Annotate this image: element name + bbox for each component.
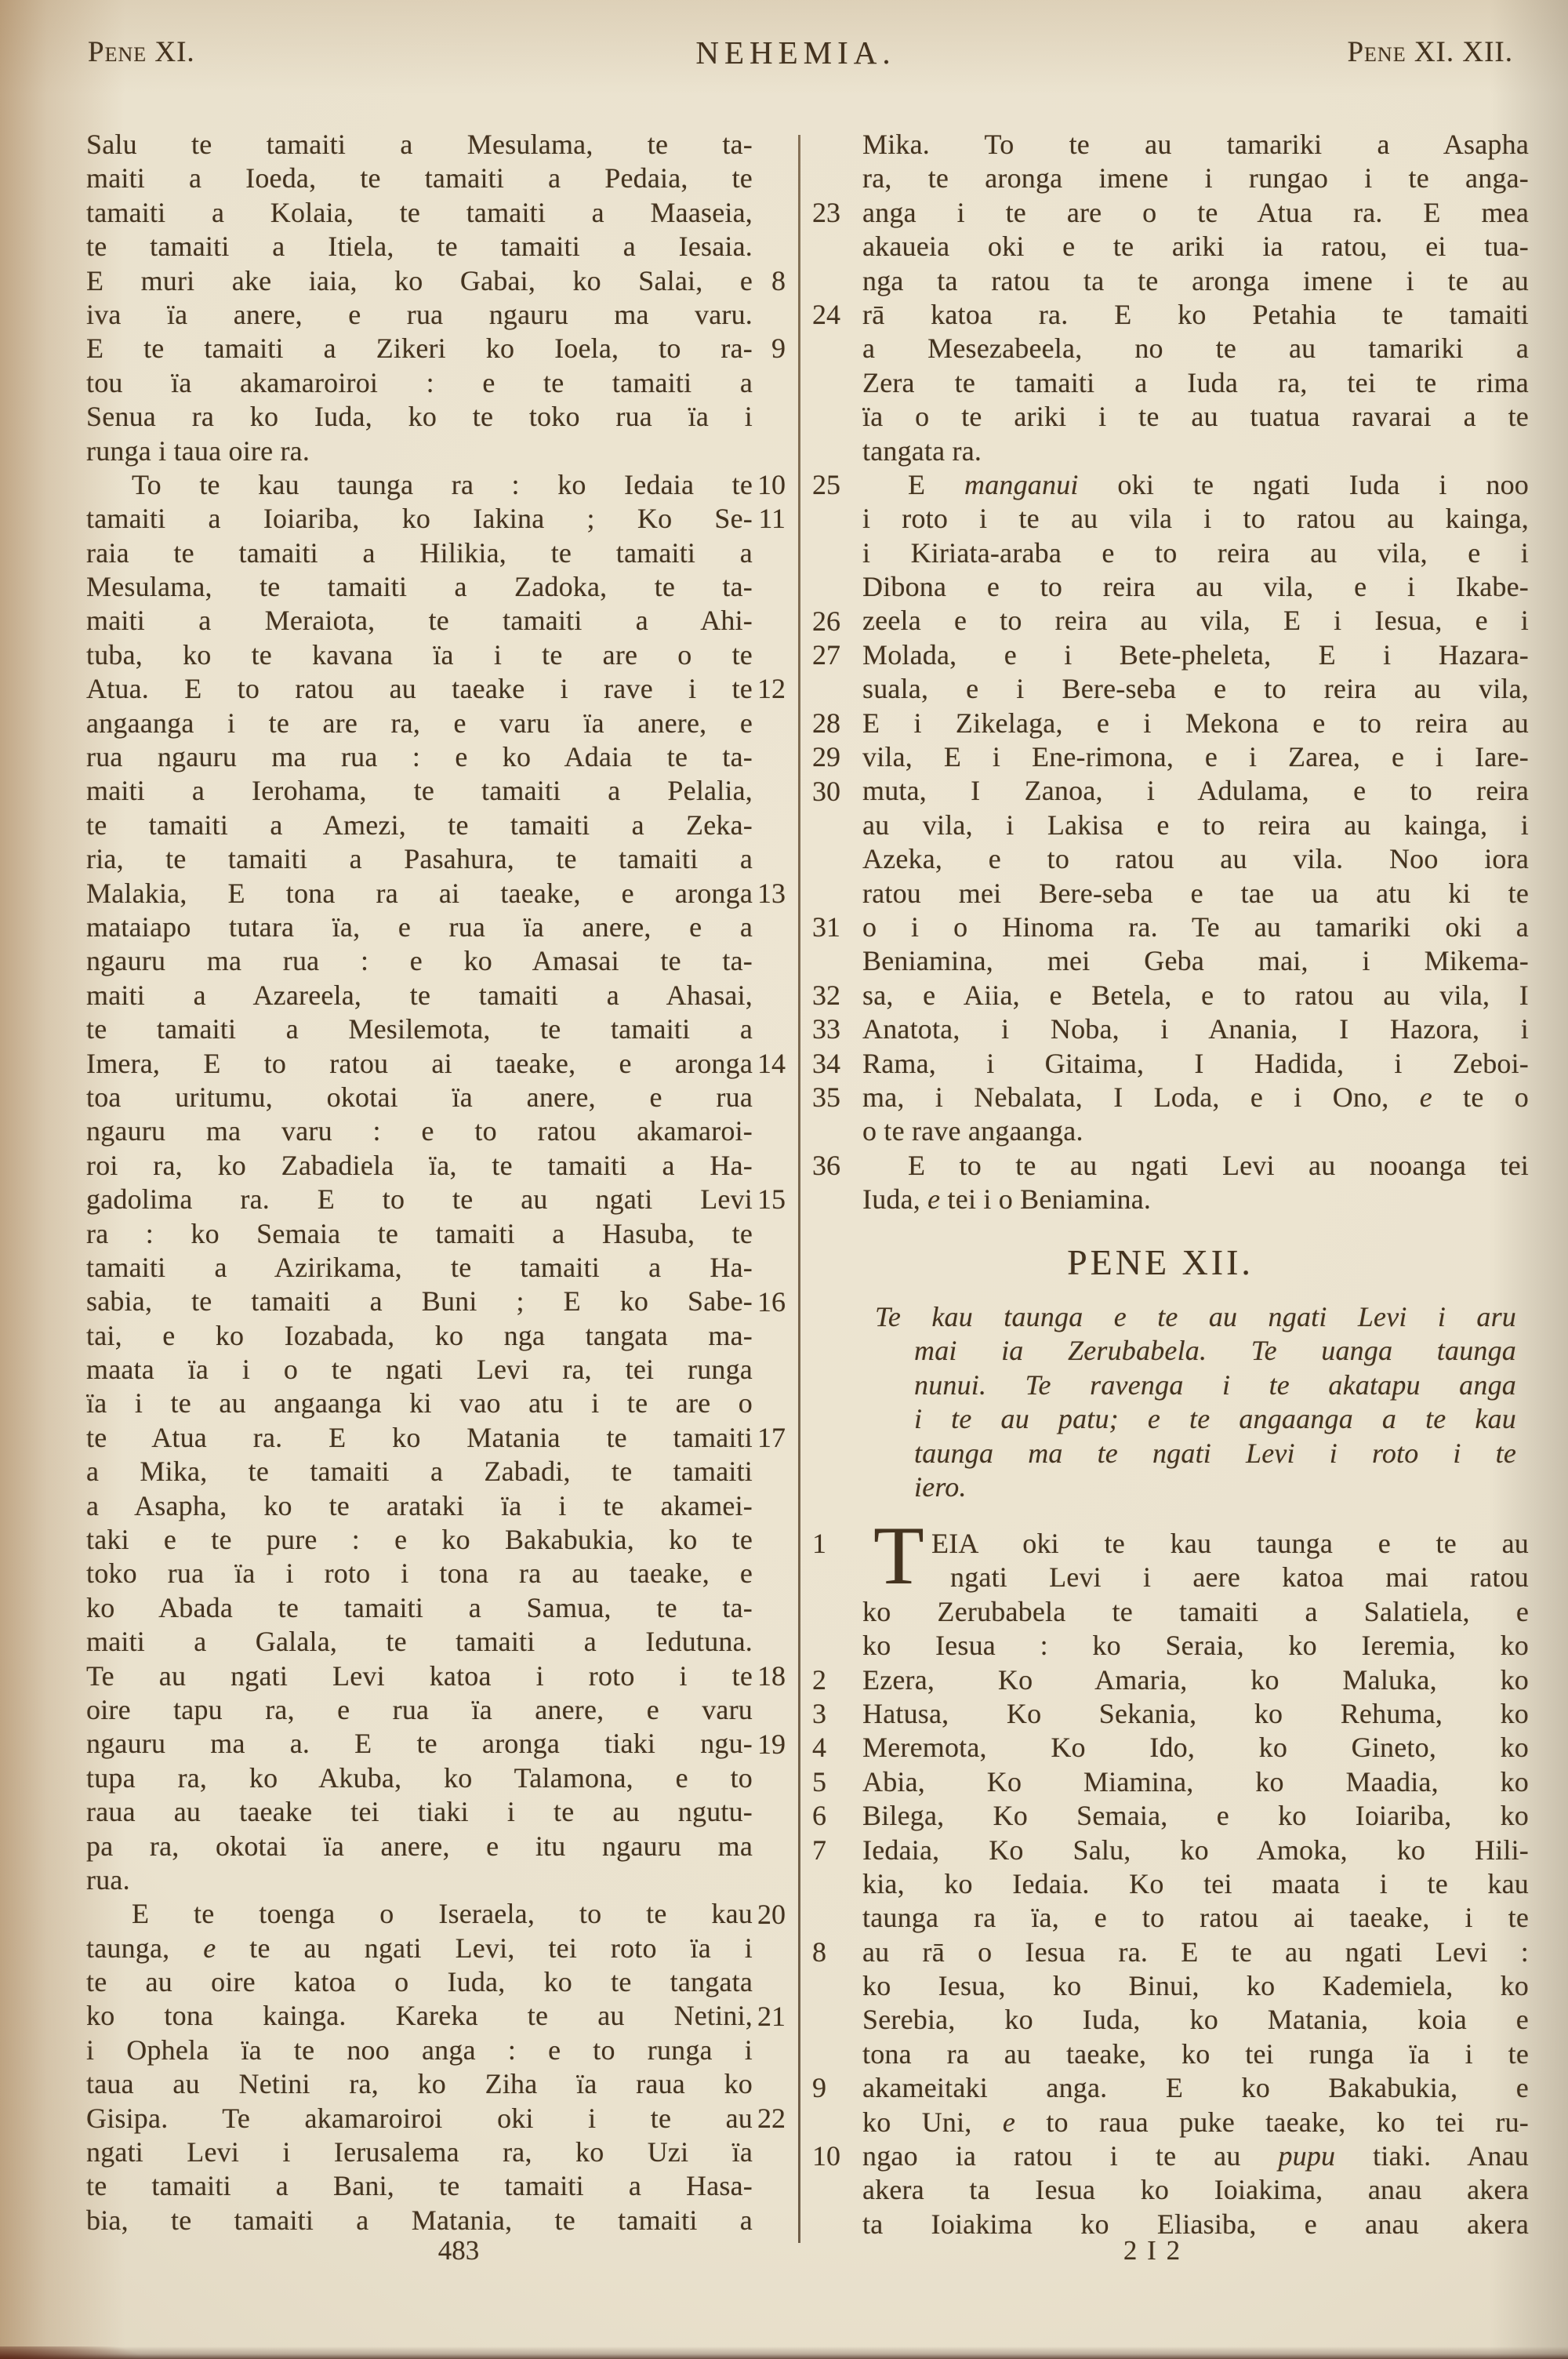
text-line: ratou mei Bere-seba e tae ua atu ki te xyxy=(862,877,1529,909)
verse-number: 9 xyxy=(771,333,786,365)
text-line: au vila, i Lakisa e to reira au kainga, i xyxy=(862,809,1529,841)
text-line: taua au Netini ra, ko Ziha ïa raua ko xyxy=(86,2068,753,2100)
text-line: iva ïa anere, e rua ngauru ma varu. xyxy=(86,298,753,330)
verse-number: 15 xyxy=(757,1183,786,1216)
text-line: a Mika, te tamaiti a Zabadi, te tamaiti xyxy=(86,1456,753,1488)
text-line: ra, te aronga imene i rungao i te anga- xyxy=(862,162,1529,194)
text-line: Anatota, i Noba, i Anania, I Hazora, i xyxy=(862,1013,1529,1045)
verse-number: 19 xyxy=(757,1728,786,1760)
text-line: taunga ma te ngati Levi i roto i te xyxy=(914,1437,1516,1469)
text-line: Dibona e to reira au vila, e i Ikabe- xyxy=(862,571,1529,603)
text-line: a Asapha, ko te arataki ïa i te akamei- xyxy=(86,1489,753,1521)
page-number: 483 xyxy=(437,2235,480,2266)
text-line: tamaiti a Ioiariba, ko Iakina ; Ko Se- xyxy=(86,503,753,535)
text-line: tamaiti a Azirikama, te tamaiti a Ha- xyxy=(86,1251,753,1283)
text-line: i Ophela ïa te noo anga : e to runga i xyxy=(86,2034,753,2066)
text-line: muta, I Zanoa, i Adulama, e to reira xyxy=(862,775,1529,807)
text-line: rā katoa ra. E ko Petahia te tamaiti xyxy=(862,298,1529,330)
verse-number: 8 xyxy=(771,264,786,296)
text-line: Mesulama, te tamaiti a Zadoka, te ta- xyxy=(86,571,753,603)
text-line: ko Iesua, ko Binui, ko Kademiela, ko xyxy=(862,1970,1529,2002)
chapter-summary-intro xyxy=(875,1300,1516,1504)
text-line: ta Ioiakima ko Eliasiba, e anau akera xyxy=(862,2208,1529,2240)
text-line: taunga ra ïa, e to ratou ai taeake, i te xyxy=(862,1902,1529,1934)
text-line: ïa o te ariki i te au tuatua ravarai a te xyxy=(862,401,1529,433)
verse-number: 34 xyxy=(812,1047,840,1079)
verse-number: 32 xyxy=(812,980,840,1011)
text-line: Molada, e i Bete-pheleta, E i Hazara- xyxy=(862,638,1529,671)
verse-number: 24 xyxy=(812,299,840,330)
verse-number: 18 xyxy=(757,1660,786,1692)
text-line: maata ïa i o te ngati Levi ra, tei runga xyxy=(86,1354,753,1386)
text-line: E te toenga o Iseraela, to te kau xyxy=(132,1898,753,1930)
text-line: runga i taua oire ra. xyxy=(86,434,310,467)
verse-number: 7 xyxy=(812,1834,826,1866)
text-line: rua. xyxy=(86,1863,130,1896)
text-line: E muri ake iaia, ko Gabai, ko Salai, e xyxy=(86,264,753,296)
text-line: pa ra, okotai ïa anere, e itu ngauru ma xyxy=(86,1830,753,1862)
text-line: Iedaia, Ko Salu, ko Amoka, ko Hili- xyxy=(862,1834,1529,1866)
verse-number: 13 xyxy=(757,877,786,909)
verse-number: 35 xyxy=(812,1081,840,1114)
text-line: roi ra, ko Zabadiela ïa, te tamaiti a Ha- xyxy=(86,1149,753,1181)
text-line: au rā o Iesua ra. E te au ngati Levi : xyxy=(862,1936,1529,1968)
text-line: bia, te tamaiti a Matania, te tamaiti a xyxy=(86,2204,753,2236)
text-line: a Mesezabeela, no te au tamariki a xyxy=(862,333,1529,365)
text-line: akera ta Iesua ko Ioiakima, anau akera xyxy=(862,2174,1529,2206)
text-line: te au oire katoa o Iuda, ko te tangata xyxy=(86,1966,753,1998)
text-line: anga i te are o te Atua ra. E mea xyxy=(862,196,1529,228)
verse-number: 9 xyxy=(812,2072,826,2104)
text-line: gadolima ra. E to te au ngati Levi xyxy=(86,1183,753,1216)
text-line: maiti a Ioeda, te tamaiti a Pedaia, te xyxy=(86,162,753,194)
column-divider-rule xyxy=(798,135,800,2243)
running-head-right: Pene XI. XII. xyxy=(1347,36,1513,68)
text-line: Iuda, e tei i o Beniamina. xyxy=(862,1183,1152,1216)
text-line: rua ngauru ma rua : e ko Adaia te ta- xyxy=(86,741,753,773)
verse-number: 30 xyxy=(812,775,840,807)
text-line: ra : ko Semaia te tamaiti a Hasuba, te xyxy=(86,1217,753,1249)
verse-number: 26 xyxy=(812,605,840,637)
verse-number: 22 xyxy=(757,2103,786,2135)
text-line: te tamaiti a Amezi, te tamaiti a Zeka- xyxy=(86,809,753,841)
text-line: ngati Levi i aere katoa mai ratou xyxy=(950,1561,1529,1594)
text-line: E manganui oki te ngati Iuda i noo xyxy=(908,468,1529,500)
running-head-left: Pene XI. xyxy=(88,36,195,68)
text-line: ko Abada te tamaiti a Samua, te ta- xyxy=(86,1591,753,1623)
text-line: maiti a Galala, te tamaiti a Iedutuna. xyxy=(86,1626,753,1658)
text-line: ko tona kainga. Kareka te au Netini, xyxy=(86,2000,753,2032)
verse-number: 8 xyxy=(812,1936,826,1968)
text-line: Imera, E to ratou ai taeake, e aronga xyxy=(86,1047,753,1079)
text-line: ngao ia ratou i te au pupu tiaki. Anau xyxy=(862,2140,1530,2172)
text-line: tangata ra. xyxy=(862,434,982,467)
text-line: Meremota, Ko Ido, ko Gineto, ko xyxy=(862,1732,1529,1764)
verse-number: 29 xyxy=(812,741,840,773)
text-line: i te au patu; e te angaanga a te kau xyxy=(914,1403,1516,1435)
verse-number: 20 xyxy=(757,1898,786,1930)
text-line: tona ra au taeake, ko tei runga ïa i te xyxy=(862,2037,1529,2070)
printer-signature: 2 I 2 xyxy=(1123,2235,1182,2266)
text-line: Te kau taunga e te au ngati Levi i aru xyxy=(875,1301,1516,1332)
text-line: tai, e ko Iozabada, ko nga tangata ma- xyxy=(86,1319,753,1351)
text-line: toko rua ïa i roto i tona ra au taeake, e xyxy=(86,1558,753,1590)
text-line: Abia, Ko Miamina, ko Maadia, ko xyxy=(862,1765,1529,1797)
verse-number: 23 xyxy=(812,196,840,228)
text-line: akameitaki anga. E ko Bakabukia, e xyxy=(862,2072,1529,2104)
text-line: Atua. E to ratou au taeake i rave i te xyxy=(86,673,753,705)
text-line: tamaiti a Kolaia, te tamaiti a Maaseia, xyxy=(86,196,753,228)
text-line: maiti a Meraiota, te tamaiti a Ahi- xyxy=(86,605,753,637)
text-line: ma, i Nebalata, I Loda, e i Ono, e te o xyxy=(862,1081,1529,1113)
text-line: EIA oki te kau taunga e te au xyxy=(931,1528,1529,1559)
text-line: te tamaiti a Bani, te tamaiti a Hasa- xyxy=(86,2170,753,2202)
text-line: i Kiriata-araba e to reira au vila, e i xyxy=(862,536,1529,569)
verse-number: 2 xyxy=(812,1663,826,1696)
verse-number: 28 xyxy=(812,707,840,739)
text-line: akaueia oki e te ariki ia ratou, ei tua- xyxy=(862,231,1529,263)
text-line: zeela e to reira au vila, E i Iesua, e i xyxy=(862,605,1529,637)
text-line: vila, E i Ene-rimona, e i Zarea, e i Iare- xyxy=(862,741,1529,773)
text-line: Azeka, e to ratou au vila. Noo iora xyxy=(862,843,1529,875)
text-line: Malakia, E tona ra ai taeake, e aronga xyxy=(86,877,753,909)
text-line: sabia, te tamaiti a Buni ; E ko Sabe- xyxy=(86,1285,753,1318)
book-title: NEHEMIA. xyxy=(695,35,896,71)
text-line: Serebia, ko Iuda, ko Matania, koia e xyxy=(862,2004,1529,2036)
left-text-column xyxy=(86,128,753,2237)
text-line: Zera te tamaiti a Iuda ra, tei te rima xyxy=(862,366,1529,398)
text-line: taki e te pure : e ko Bakabukia, ko te xyxy=(86,1524,753,1556)
text-line: ngati Levi i Ierusalema ra, ko Uzi ïa xyxy=(86,2136,753,2168)
drop-cap-letter: T xyxy=(873,1510,924,1601)
text-line: Ezera, Ko Amaria, ko Maluka, ko xyxy=(862,1663,1529,1696)
text-line: ko Zerubabela te tamaiti a Salatiela, e xyxy=(862,1595,1529,1627)
verse-number: 36 xyxy=(812,1150,840,1181)
verse-number: 31 xyxy=(812,911,840,943)
text-line: te tamaiti a Itiela, te tamaiti a Iesaia. xyxy=(86,231,753,263)
text-line: Gisipa. Te akamaroiroi oki i te au xyxy=(86,2102,753,2134)
text-line: ko Uni, e to raua puke taeake, ko tei ru- xyxy=(862,2106,1529,2138)
text-line: suala, e i Bere-seba e to reira au vila, xyxy=(862,673,1529,705)
verse-number: 10 xyxy=(757,469,786,500)
verse-number: 11 xyxy=(758,503,786,535)
text-line: Te au ngati Levi katoa i roto i te xyxy=(86,1659,753,1692)
text-line: raua au taeake tei tiaki i te au ngutu- xyxy=(86,1796,753,1828)
text-line: tupa ra, ko Akuba, ko Talamona, e to xyxy=(86,1761,753,1794)
text-line: To te kau taunga ra : ko Iedaia te xyxy=(132,468,753,500)
text-line: tou ïa akamaroiroi : e te tamaiti a xyxy=(86,366,753,398)
text-line: ngauru ma rua : e ko Amasai te ta- xyxy=(86,945,753,977)
text-line: Rama, i Gitaima, I Hadida, i Zeboi- xyxy=(862,1047,1529,1079)
text-line: ïa i te au angaanga ki vao atu i te are o xyxy=(86,1387,753,1419)
text-line: ko Iesua : ko Seraia, ko Ieremia, ko xyxy=(862,1630,1529,1662)
text-line: Salu te tamaiti a Mesulama, te ta- xyxy=(86,129,753,160)
text-line: toa uritumu, okotai ïa anere, e rua xyxy=(86,1081,753,1113)
verse-number: 14 xyxy=(757,1047,786,1079)
text-line: maiti a Azareela, te tamaiti a Ahasai, xyxy=(86,979,753,1011)
right-text-column-chapter12 xyxy=(862,1527,1529,2241)
verse-number: 1 xyxy=(812,1528,826,1559)
text-line: nunui. Te ravenga i te akatapu anga xyxy=(914,1369,1516,1401)
verse-number: 3 xyxy=(812,1698,826,1729)
chapter-heading: PENE XII. xyxy=(1067,1242,1254,1282)
text-line: Beniamina, mei Geba mai, i Mikema- xyxy=(862,945,1529,977)
text-line: maiti a Ierohama, te tamaiti a Pelalia, xyxy=(86,775,753,807)
text-line: E te tamaiti a Zikeri ko Ioela, to ra- xyxy=(86,333,753,365)
text-line: angaanga i te are ra, e varu ïa anere, e xyxy=(86,707,753,739)
text-line: mataiapo tutara ïa, e rua ïa anere, e a xyxy=(86,911,753,943)
verse-number: 21 xyxy=(757,2001,786,2032)
text-line: te tamaiti a Mesilemota, te tamaiti a xyxy=(86,1013,753,1045)
text-line: tuba, ko te kavana ïa i te are o te xyxy=(86,638,753,671)
text-line: ria, te tamaiti a Pasahura, te tamaiti a xyxy=(86,843,753,875)
verse-number: 4 xyxy=(812,1732,826,1764)
text-line: o i o Hinoma ra. Te au tamariki oki a xyxy=(862,911,1529,943)
text-line: te Atua ra. E ko Matania te tamaiti xyxy=(86,1421,753,1453)
verse-number: 5 xyxy=(812,1765,826,1797)
text-line: iero. xyxy=(914,1470,967,1503)
text-line: oire tapu ra, e rua ïa anere, e varu xyxy=(86,1693,753,1725)
verse-number: 12 xyxy=(757,673,786,705)
text-line: Senua ra ko Iuda, ko te toko rua ïa i xyxy=(86,401,753,433)
text-line: ngauru ma varu : e to ratou akamaroi- xyxy=(86,1115,753,1147)
text-line: kia, ko Iedaia. Ko tei maata i te kau xyxy=(862,1867,1529,1899)
text-line: E i Zikelaga, e i Mekona e to reira au xyxy=(862,707,1529,739)
verse-number: 16 xyxy=(757,1285,786,1318)
verse-number: 10 xyxy=(812,2140,840,2172)
text-line: o te rave angaanga. xyxy=(862,1115,1083,1147)
text-line: i roto i te au vila i to ratou au kainga, xyxy=(862,503,1529,535)
verse-number: 33 xyxy=(812,1013,840,1045)
text-line: raia te tamaiti a Hilikia, te tamaiti a xyxy=(86,536,753,569)
text-line: ngauru ma a. E te aronga tiaki ngu- xyxy=(86,1728,753,1760)
text-line: mai ia Zerubabela. Te uanga taunga xyxy=(914,1335,1516,1367)
text-line: taunga, e te au ngati Levi, tei roto ïa i xyxy=(86,1932,753,1964)
text-line: E to te au ngati Levi au nooanga tei xyxy=(908,1149,1529,1181)
verse-number: 17 xyxy=(757,1422,786,1454)
verse-number: 25 xyxy=(812,469,840,500)
text-line: Mika. To te au tamariki a Asapha xyxy=(862,129,1529,160)
text-line: Bilega, Ko Semaia, e ko Ioiariba, ko xyxy=(862,1800,1529,1832)
text-line: sa, e Aiia, e Betela, e to ratou au vila, I xyxy=(862,979,1529,1011)
verse-number: 6 xyxy=(812,1800,826,1832)
text-line: Hatusa, Ko Sekania, ko Rehuma, ko xyxy=(862,1697,1529,1729)
text-line: nga ta ratou ta te aronga imene i te au xyxy=(862,264,1529,296)
verse-number: 27 xyxy=(812,639,840,671)
right-text-column-chapter11 xyxy=(862,128,1529,1217)
